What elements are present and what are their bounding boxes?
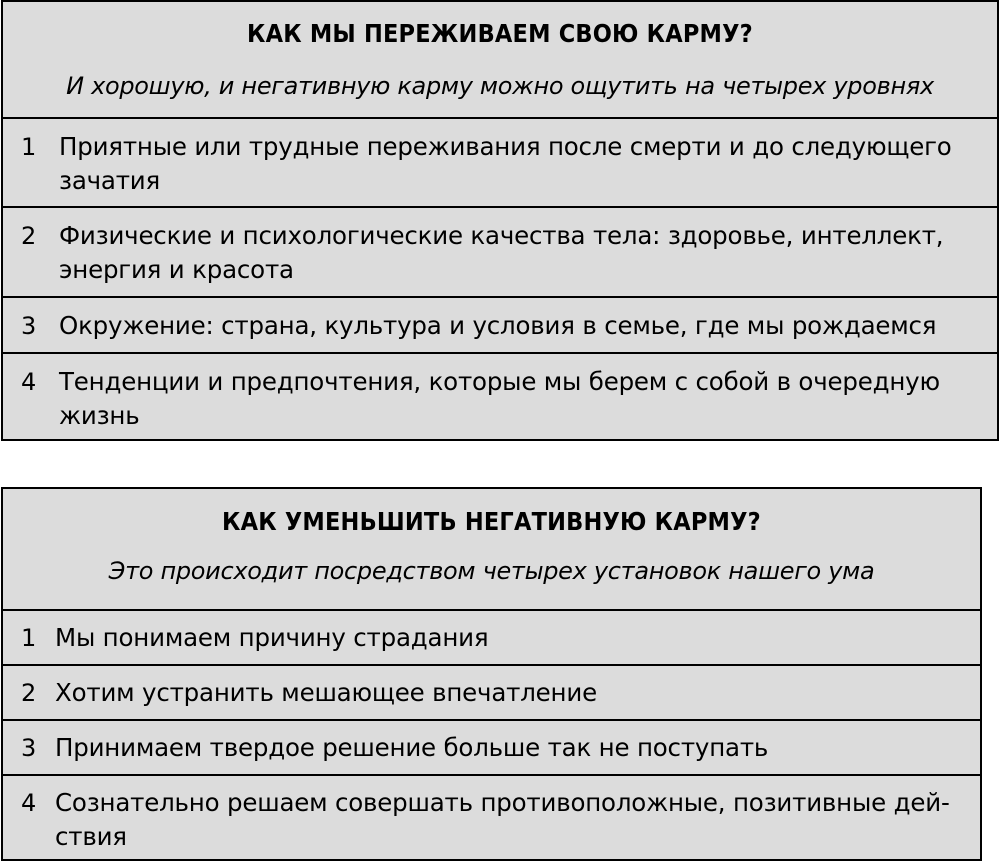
table-header [3,489,980,611]
table-header [3,2,997,119]
table-row [3,666,980,721]
reduce-negative-karma-table [1,487,982,861]
row-text: Окружение: страна, культура и условия в семье, где мы рождаемся [59,311,937,340]
table-row [3,776,980,859]
row-text: Приятные или трудные переживания после смерти и до следующего зачатия [59,132,952,195]
row-number: 2 [21,222,37,250]
table-title: КАК МЫ ПЕРЕЖИВАЕМ СВОЮ КАРМУ? [247,19,753,48]
karma-experience-table [1,0,999,441]
row-number: 1 [21,133,37,161]
row-number: 2 [21,679,37,707]
table-row [3,208,997,298]
row-number: 4 [21,789,37,817]
row-text: Тенденции и предпочтения, которые мы берем с собой в очередную жизнь [59,367,940,430]
row-text: Физические и психологические качества тела: здоровье, интеллект, энергия и красота [59,221,944,284]
table-row [3,721,980,776]
row-text: Сознательно решаем совершать противоположные, позитивные действия [55,788,950,851]
table-row [3,354,997,439]
table-row [3,298,997,354]
row-number: 1 [21,624,37,652]
row-number: 3 [21,734,37,762]
table-subtitle: И хорошую, и негативную карму можно ощутить на четырех уровнях [66,72,934,100]
table-row [3,611,980,666]
table-row [3,119,997,208]
table-subtitle: Это происходит посредством четырех установок нашего ума [108,557,875,585]
row-number: 4 [21,368,37,396]
row-text: Принимаем твердое решение больше так не поступать [55,733,769,762]
row-number: 3 [21,312,37,340]
row-text: Хотим устранить мешающее впечатление [55,678,597,707]
row-text: Мы понимаем причину страдания [55,623,489,652]
table-title: КАК УМЕНЬШИТЬ НЕГАТИВНУЮ КАРМУ? [222,507,761,536]
